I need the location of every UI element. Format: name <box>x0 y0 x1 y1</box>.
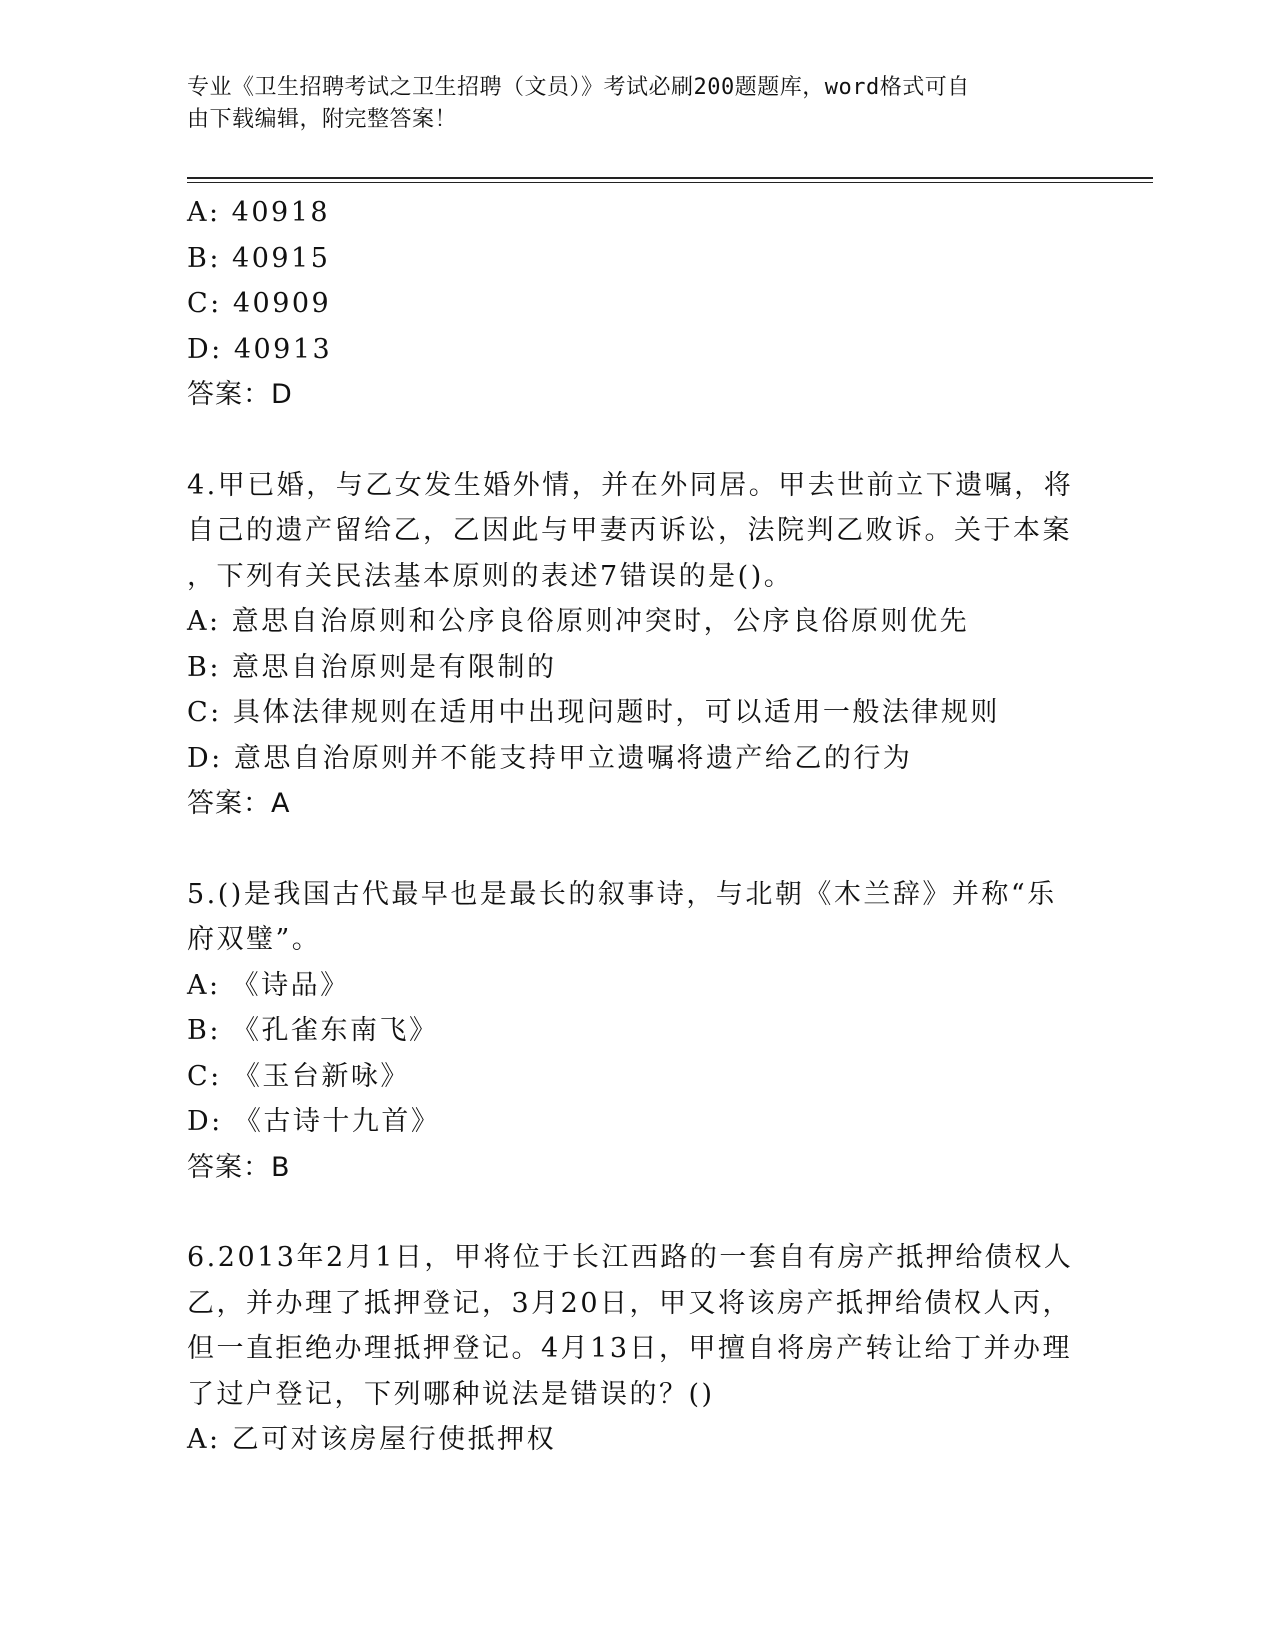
q4-answer: 答案：A <box>187 788 291 819</box>
q6-option-a: A: 乙可对该房屋行使抵押权 <box>187 1424 557 1455</box>
q4-stem-line-2: 自己的遗产留给乙，乙因此与甲妻丙诉讼，法院判乙败诉。关于本案 <box>187 515 1072 546</box>
q5-option-b: B: 《孔雀东南飞》 <box>187 1015 439 1046</box>
q5-option-c: C: 《玉台新咏》 <box>187 1060 410 1092</box>
header-divider-thick <box>187 177 1153 179</box>
question-5 <box>187 872 1067 1191</box>
question-6 <box>187 1235 1074 1463</box>
q4-option-d: D: 意思自治原则并不能支持甲立遗嘱将遗产给乙的行为 <box>187 742 913 774</box>
q5-stem-line-2: 府双璧”。 <box>187 924 322 955</box>
q3-option-b: B: 40915 <box>187 242 331 274</box>
question-3 <box>187 190 1067 418</box>
q5-option-d: D: 《古诗十九首》 <box>187 1106 441 1137</box>
question-list <box>187 190 1074 1463</box>
q6-stem-line-1: 6.2013年2月1日，甲将位于长江西路的一套自有房产抵押给债权人 <box>187 1242 1074 1273</box>
q4-option-b: B: 意思自治原则是有限制的 <box>187 651 557 683</box>
q4-stem-line-3: ，下列有关民法基本原则的表述7错误的是()。 <box>187 560 794 592</box>
header-line-2: 由下载编辑，附完整答案！ <box>187 107 458 132</box>
header-divider-thin <box>187 182 1153 183</box>
header-line-1: 专业《卫生招聘考试之卫生招聘（文员）》考试必刷200题题库，word格式可自 <box>187 75 970 100</box>
spacer <box>187 827 1067 872</box>
q4-option-a: A: 意思自治原则和公序良俗原则冲突时，公序良俗原则优先 <box>187 606 970 637</box>
document-header <box>187 72 1067 136</box>
q6-stem-line-4: 了过户登记，下列哪种说法是错误的？() <box>187 1378 715 1410</box>
q3-option-c: C: 40909 <box>187 288 332 319</box>
q4-stem-line-1: 4.甲已婚，与乙女发生婚外情，并在外同居。甲去世前立下遗嘱，将 <box>187 469 1074 501</box>
q3-option-a: A: 40918 <box>187 197 331 228</box>
question-4 <box>187 463 1074 827</box>
q5-answer: 答案：B <box>187 1151 291 1183</box>
q3-answer: 答案：D <box>187 379 293 410</box>
q5-option-a: A: 《诗品》 <box>187 969 350 1001</box>
q5-stem-line-1: 5.()是我国古代最早也是最长的叙事诗，与北朝《木兰辞》并称“乐 <box>187 878 1057 910</box>
q6-stem-line-2: 乙，并办理了抵押登记，3月20日，甲又将该房产抵押给债权人丙， <box>187 1287 1073 1319</box>
q3-option-d: D: 40913 <box>187 333 333 365</box>
q4-option-c: C: 具体法律规则在适用中出现问题时，可以适用一般法律规则 <box>187 697 1000 728</box>
spacer <box>187 418 1067 463</box>
spacer <box>187 1190 1067 1235</box>
q6-stem-line-3: 但一直拒绝办理抵押登记。4月13日，甲擅自将房产转让给丁并办理 <box>187 1333 1073 1364</box>
